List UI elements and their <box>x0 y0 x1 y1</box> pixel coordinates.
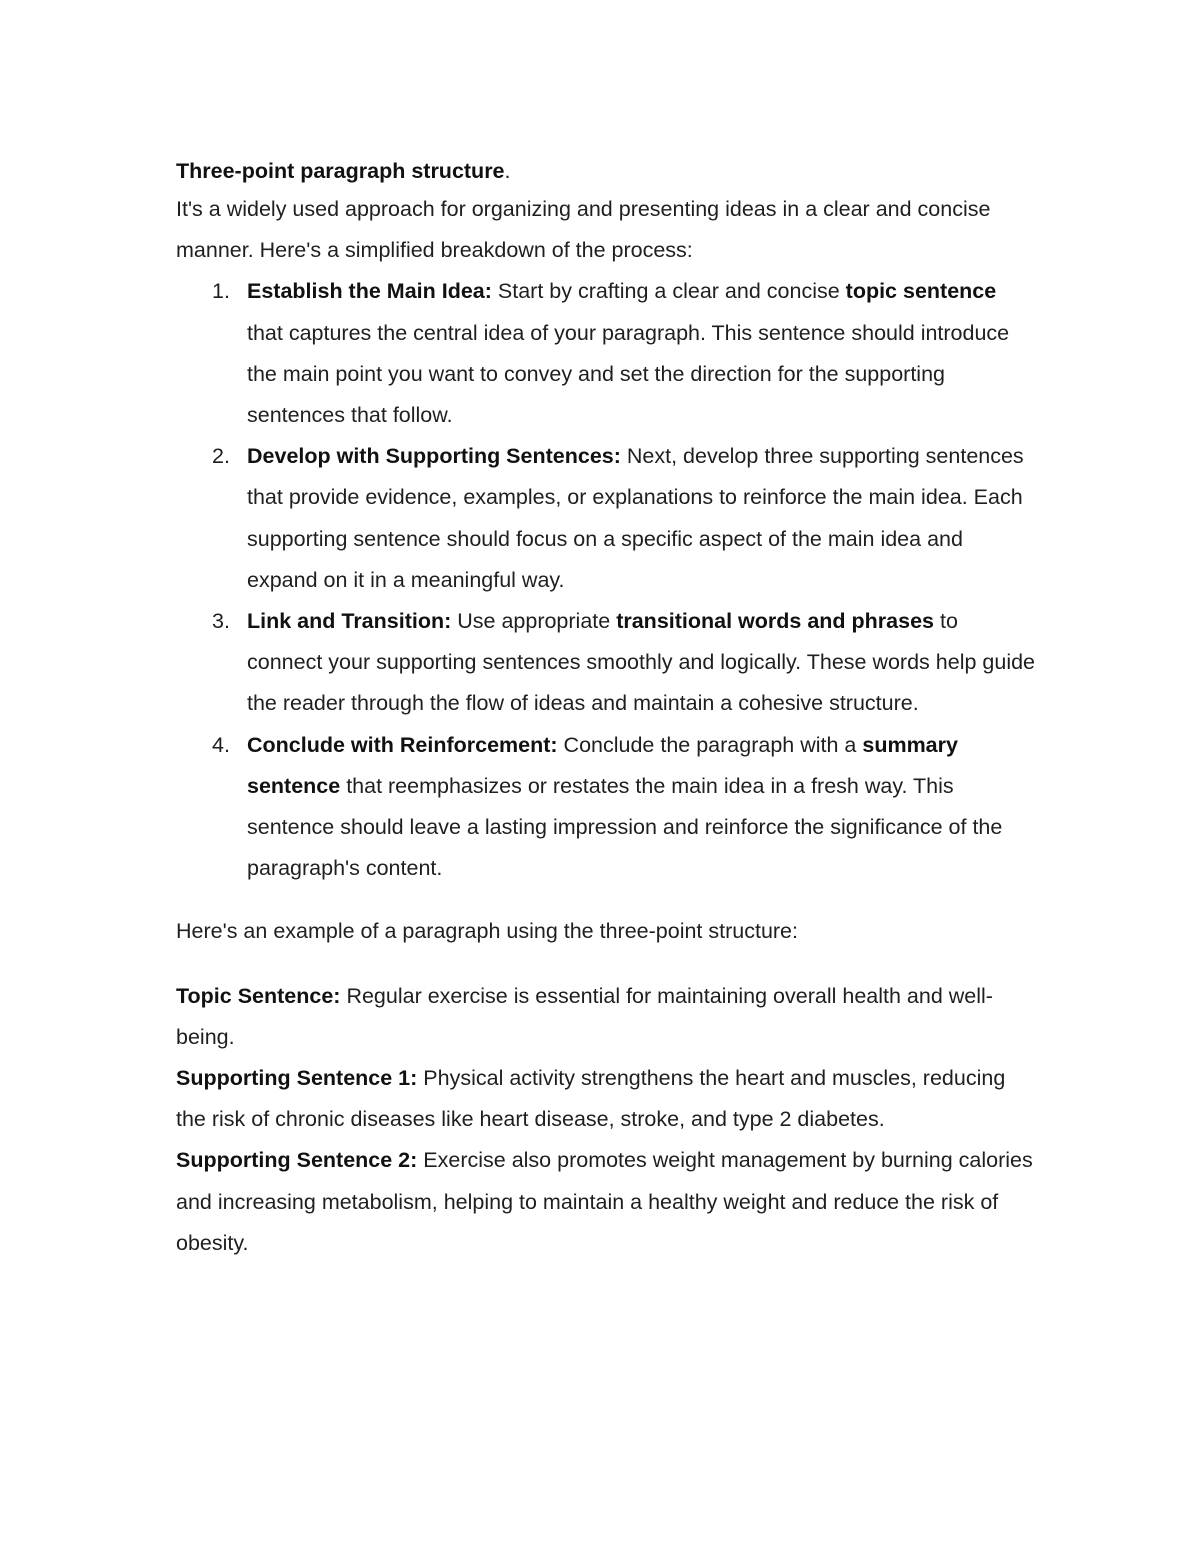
step-heading: Develop with Supporting Sentences: <box>247 444 621 469</box>
step-heading: Establish the Main Idea: <box>247 279 492 304</box>
step-emphasis: topic sentence <box>845 279 997 304</box>
intro-paragraph: It's a widely used approach for organizing and presenting ideas in a clear and concise manner. Here's a simplified breakdown of the process: <box>176 197 991 263</box>
step-emphasis: summary sentence <box>247 732 958 798</box>
example-lead-paragraph: Here's an example of a paragraph using the three-point structure: <box>176 919 798 944</box>
steps-list <box>176 271 1036 889</box>
list-number: 2. <box>212 444 230 469</box>
list-number: 4. <box>212 732 230 757</box>
list-number: 3. <box>212 609 230 634</box>
list-item: 1. Establish the Main Idea: Start by crafting a clear and concise topic sentence that captures the central idea of your paragraph. This sentence should introduce the main point you want to convey and set the direction for the supporting sentences that follow. <box>176 271 1036 436</box>
example-topic-sentence: Topic Sentence: Regular exercise is essential for maintaining overall health and well-being. <box>176 983 993 1049</box>
step-heading: Conclude with Reinforcement: <box>247 732 558 757</box>
list-item: 4. Conclude with Reinforcement: Conclude the paragraph with a summary sentence that reemphasizes or restates the main idea in a fresh way. This sentence should leave a lasting impression and reinforce the significance of the paragraph's content. <box>176 725 1036 890</box>
step-heading: Link and Transition: <box>247 609 452 634</box>
document-page <box>176 153 1036 1264</box>
step-emphasis: transitional words and phrases <box>616 609 934 634</box>
document-title: Three-point paragraph structure. <box>176 159 511 183</box>
example-supporting-sentence-2: Supporting Sentence 2: Exercise also promotes weight management by burning calories and increasing metabolism, helping to maintain a healthy weight and reduce the risk of obesity. <box>176 1148 1033 1255</box>
list-item: 2. Develop with Supporting Sentences: Next, develop three supporting sentences that provide evidence, examples, or explanations to reinforce the main idea. Each supporting sentence should focus on a specific aspect of the main idea and expand on it in a meaningful way. <box>176 436 1036 601</box>
list-number: 1. <box>212 279 230 304</box>
list-item: 3. Link and Transition: Use appropriate transitional words and phrases to connect your supporting sentences smoothly and logically. These words help guide the reader through the flow of ideas and maintain a cohesive structure. <box>176 601 1036 725</box>
example-section <box>176 976 1036 1264</box>
example-supporting-sentence-1: Supporting Sentence 1: Physical activity strengthens the heart and muscles, reducing the risk of chronic diseases like heart disease, stroke, and type 2 diabetes. <box>176 1066 1006 1132</box>
